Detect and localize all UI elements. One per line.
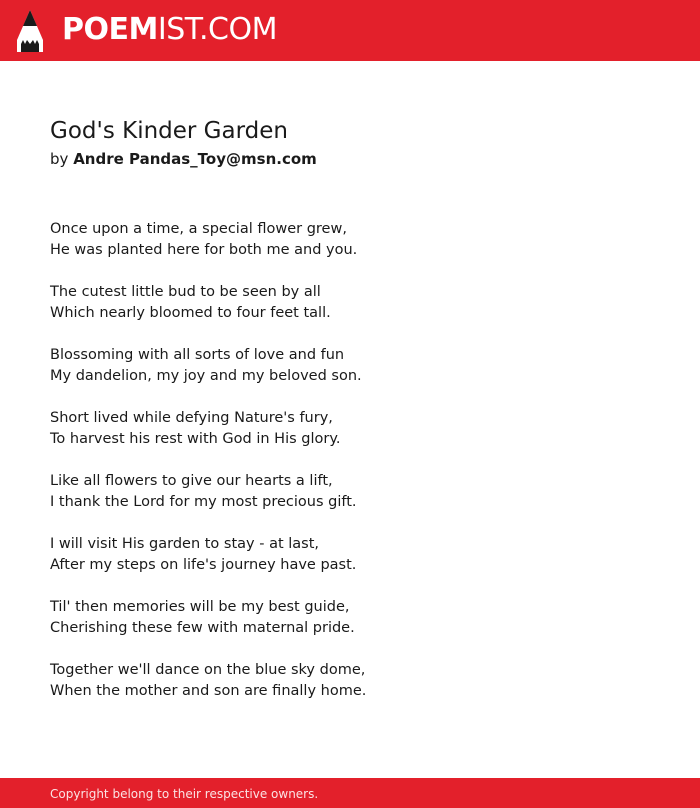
- poem-line: I thank the Lord for my most precious gift.: [50, 494, 357, 510]
- poem-stanza: [50, 282, 650, 324]
- poem-stanza: [50, 408, 650, 450]
- poem-byline: [50, 150, 317, 168]
- site-header: [0, 0, 700, 61]
- poem-line: Together we'll dance on the blue sky dome,: [50, 662, 366, 678]
- poem-line: The cutest little bud to be seen by all: [50, 284, 321, 300]
- copyright-text: Copyright belong to their respective owners.: [50, 787, 319, 801]
- poem-line: Like all flowers to give our hearts a lift,: [50, 473, 333, 489]
- poem-line: After my steps on life's journey have past.: [50, 557, 357, 573]
- poem-line: Cherishing these few with maternal pride.: [50, 620, 355, 636]
- site-logo[interactable]: [62, 12, 277, 48]
- poem-line: Short lived while defying Nature's fury,: [50, 410, 333, 426]
- poem-body: [50, 219, 650, 723]
- logo-text-light: IST.COM: [157, 12, 277, 47]
- logo-text-bold: POEM: [62, 12, 158, 47]
- poem-stanza: [50, 660, 650, 702]
- poem-line: To harvest his rest with God in His glory.: [50, 431, 341, 447]
- poem-stanza: [50, 534, 650, 576]
- poem-line: My dandelion, my joy and my beloved son.: [50, 368, 362, 384]
- poem-stanza: [50, 471, 650, 513]
- poem-title: God's Kinder Garden: [50, 118, 288, 144]
- pencil-tip-icon: [17, 10, 43, 52]
- poem-line: He was planted here for both me and you.: [50, 242, 358, 258]
- by-label: by: [50, 150, 69, 168]
- poem-line: Til' then memories will be my best guide,: [50, 599, 350, 615]
- poem-line: Once upon a time, a special flower grew,: [50, 221, 347, 237]
- poem-line: I will visit His garden to stay - at last,: [50, 536, 320, 552]
- poem-line: Blossoming with all sorts of love and fun: [50, 347, 345, 363]
- poem-stanza: [50, 345, 650, 387]
- poem-author: Andre Pandas_Toy@msn.com: [73, 150, 317, 168]
- poem-line: Which nearly bloomed to four feet tall.: [50, 305, 331, 321]
- site-footer: [0, 778, 700, 808]
- poem-stanza: [50, 597, 650, 639]
- poem-line: When the mother and son are finally home.: [50, 683, 367, 699]
- poem-stanza: [50, 219, 650, 261]
